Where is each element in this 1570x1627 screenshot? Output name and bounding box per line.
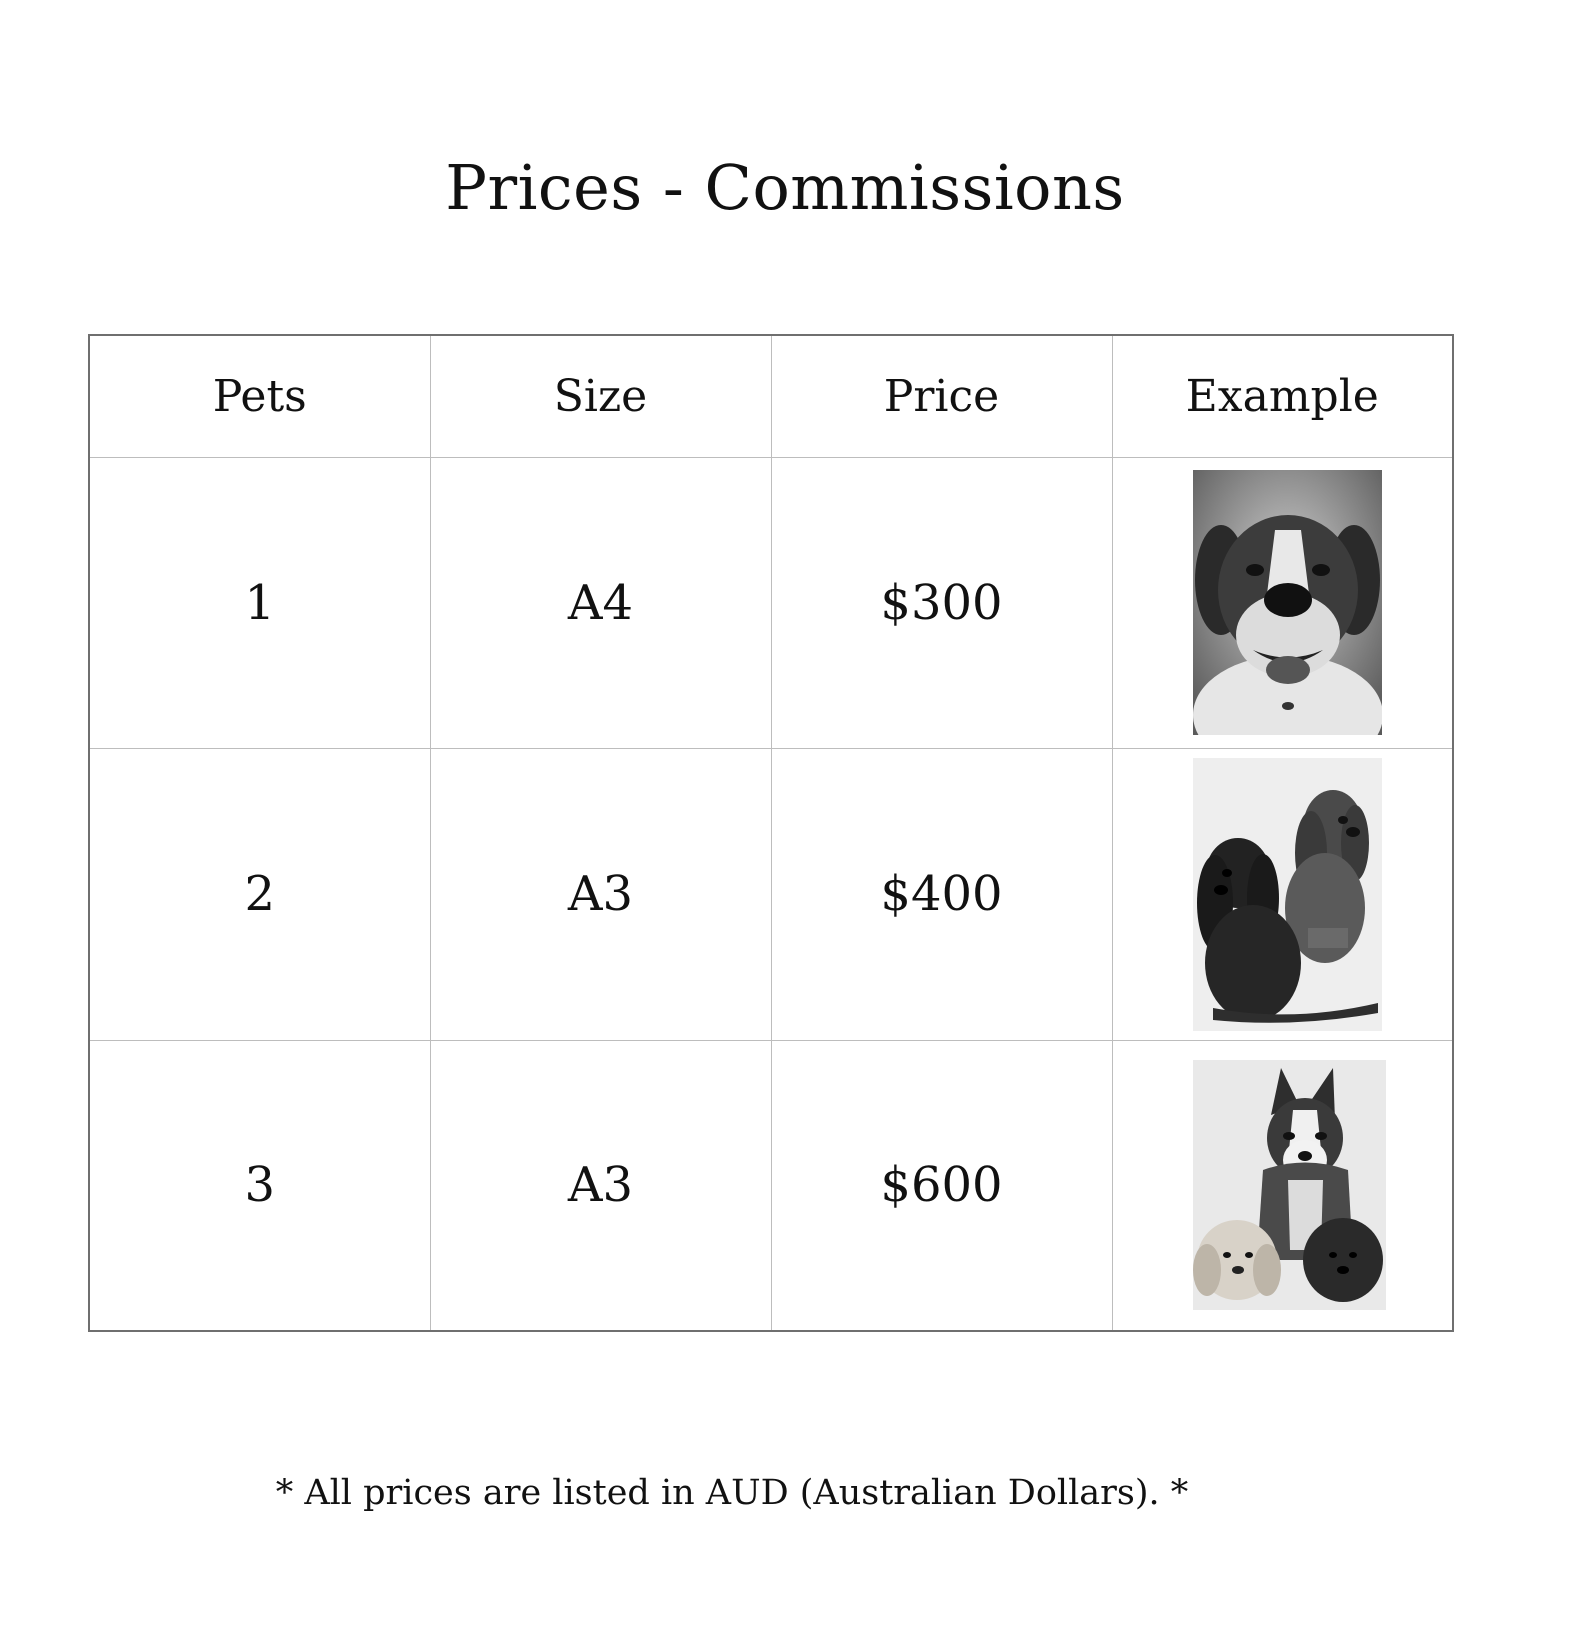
cell-size: A4 (430, 457, 771, 749)
st-bernard-portrait-image (1193, 470, 1382, 735)
header-size: Size (430, 335, 771, 457)
table-row (89, 457, 1453, 749)
cell-example (1112, 749, 1453, 1041)
header-example: Example (1112, 335, 1453, 457)
cell-example (1112, 457, 1453, 749)
price-currency-footnote: * All prices are listed in AUD (Australian Dollars). * (275, 1473, 1189, 1513)
husky-and-two-small-dogs-portrait-image (1193, 1060, 1386, 1310)
table-row (89, 1040, 1453, 1331)
table-header-row (89, 335, 1453, 457)
two-spaniels-portrait-image (1193, 758, 1382, 1031)
cell-pets: 2 (89, 749, 430, 1041)
cell-pets: 1 (89, 457, 430, 749)
cell-size: A3 (430, 749, 771, 1041)
cell-price: $600 (771, 1040, 1112, 1331)
cell-size: A3 (430, 1040, 771, 1331)
price-table (88, 334, 1454, 1332)
cell-pets: 3 (89, 1040, 430, 1331)
header-pets: Pets (89, 335, 430, 457)
table-row (89, 749, 1453, 1041)
cell-example (1112, 1040, 1453, 1331)
header-price: Price (771, 335, 1112, 457)
cell-price: $400 (771, 749, 1112, 1041)
page-title: Prices - Commissions (445, 151, 1125, 224)
cell-price: $300 (771, 457, 1112, 749)
